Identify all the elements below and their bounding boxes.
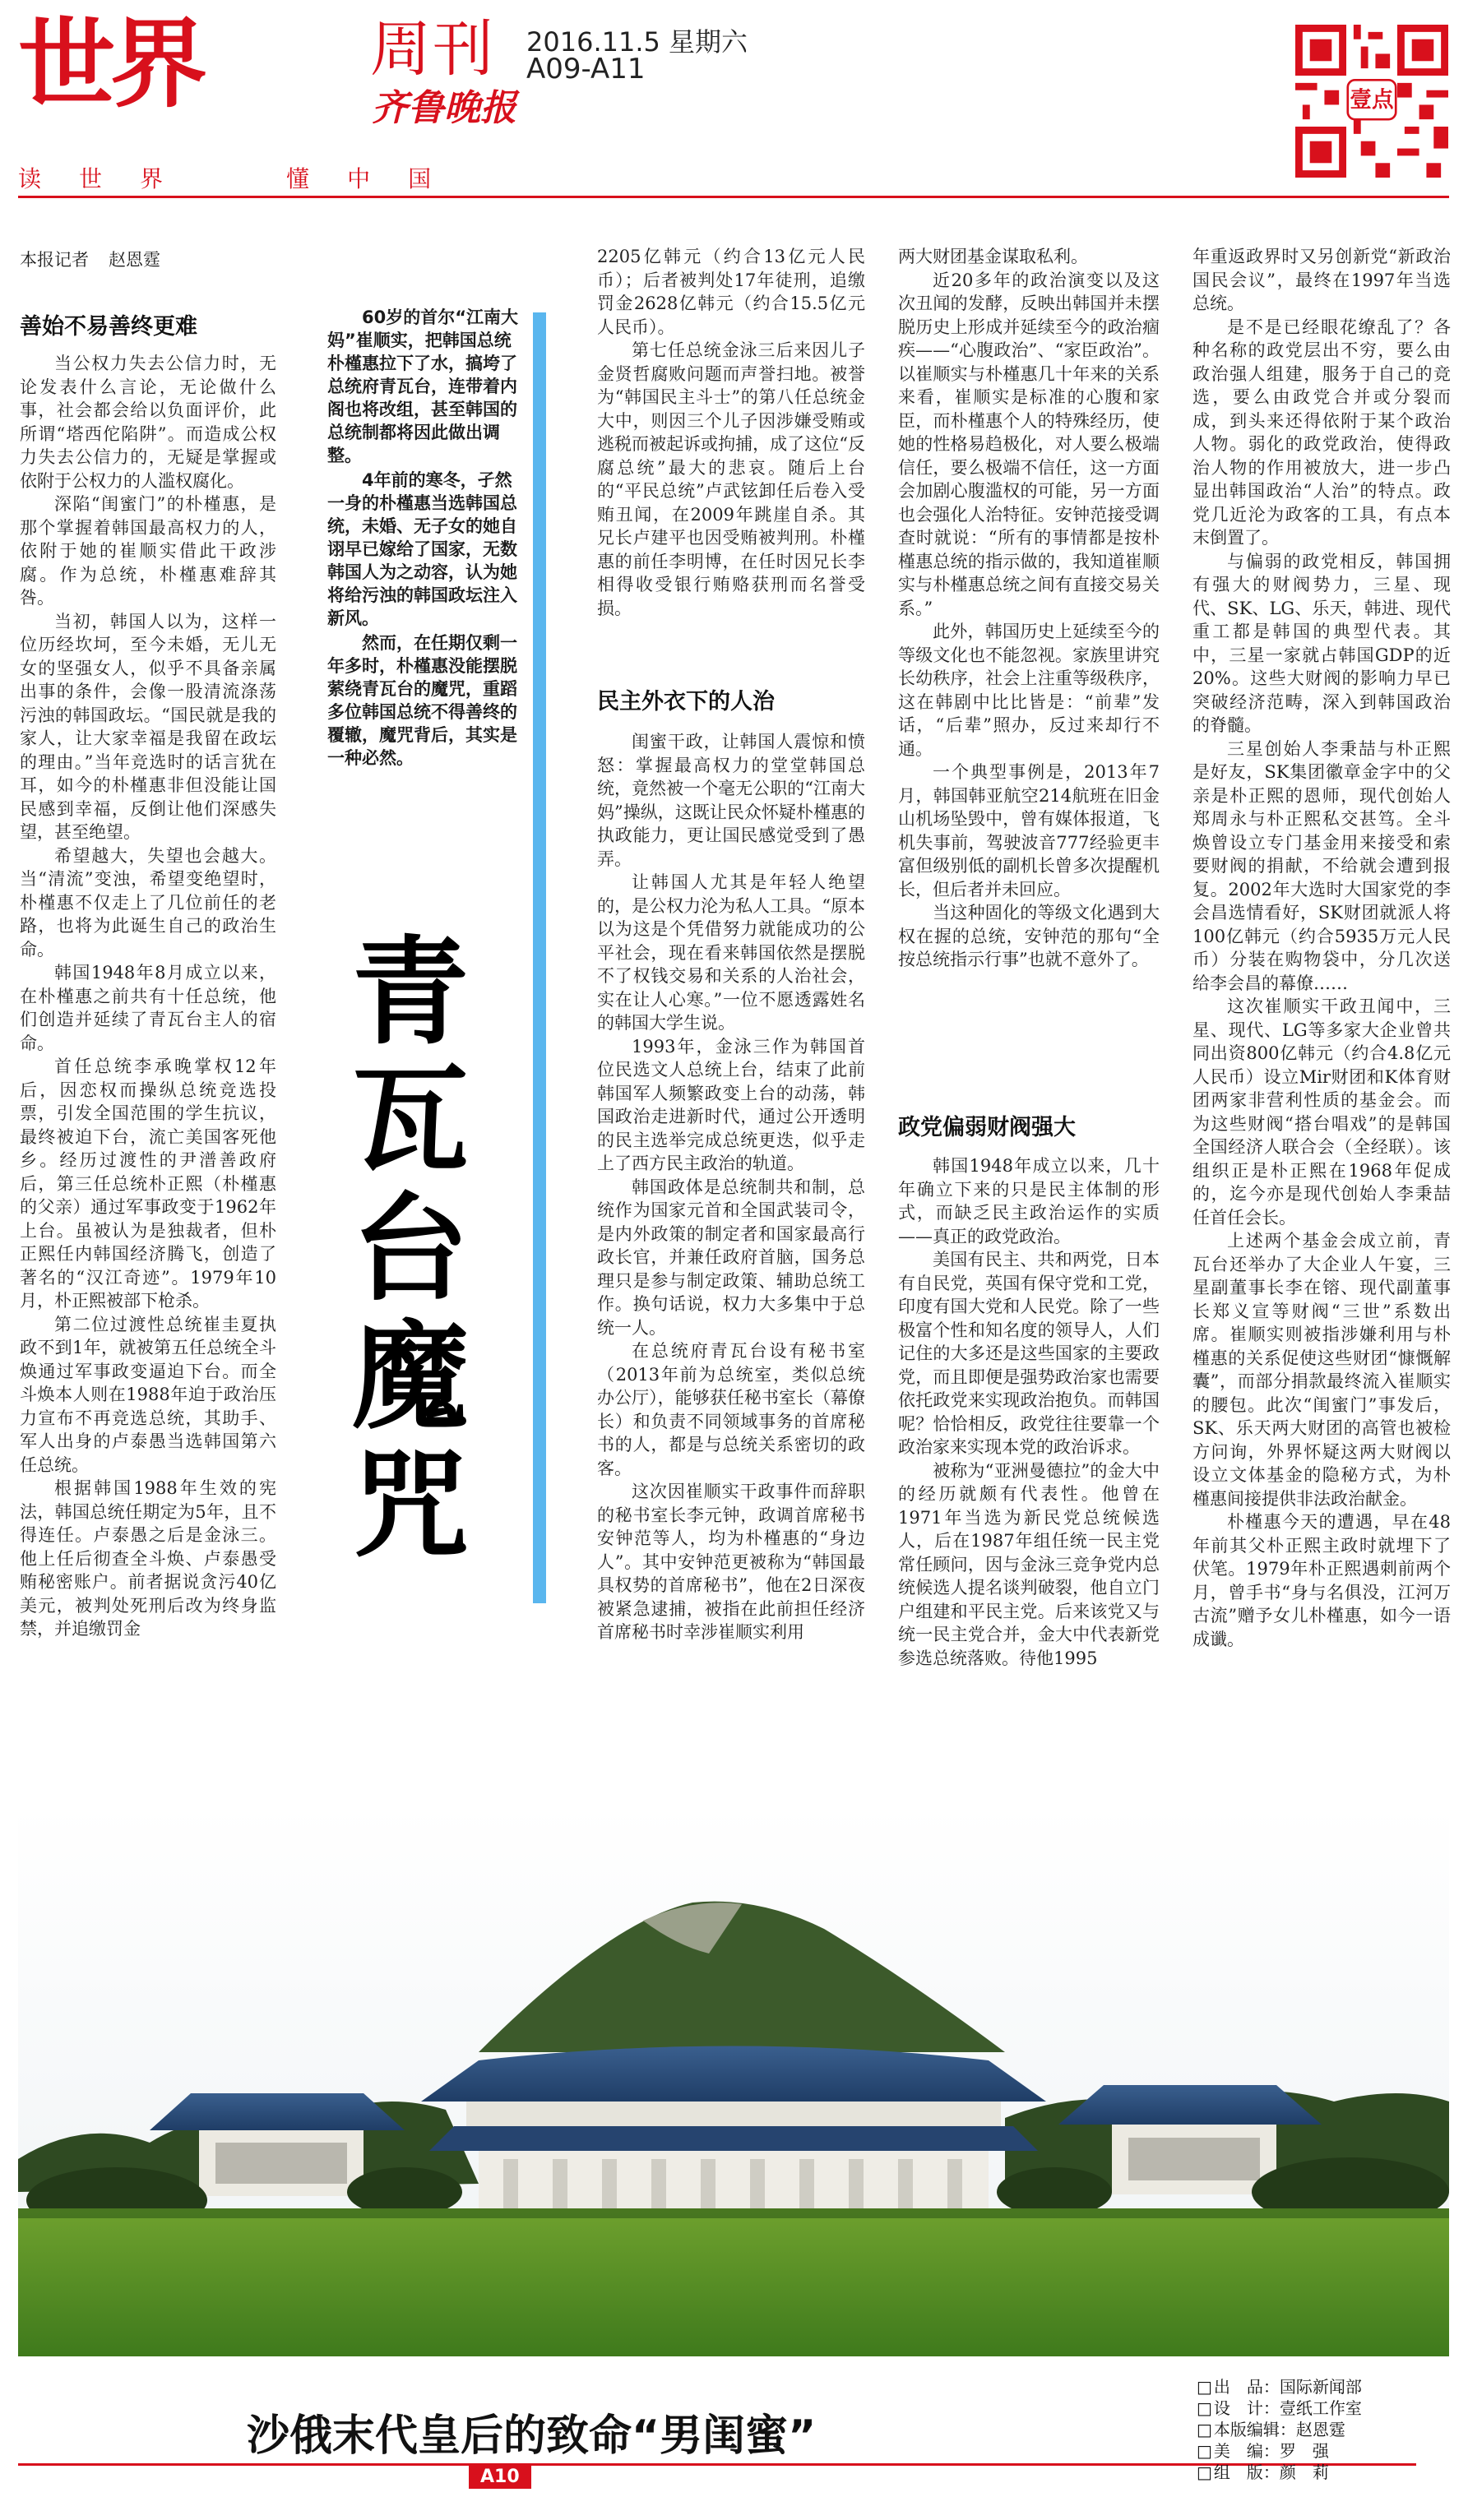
section-title-3: 政党偏弱财阀强大 (898, 1115, 1076, 1140)
blue-house-photo (18, 1806, 1449, 2356)
teaser-title[interactable]: 沙俄末代皇后的致命“男闺蜜” (247, 2411, 817, 2461)
page-range: A09-A11 (526, 53, 646, 86)
article-column-4: 年重返政界时又另创新党“新政治国民会议”，最终在1997年当选总统。 是不是已经眼花缭乱了？各种名称的政党层出不穷，要么由政治强人组建，服务于自己的竞选，要么由政党合并或分裂而成，到头来还得依附于某个政治人物。弱化的政党政治，使得政治人物的作用被放大，进一步凸显出韩国政治“人治”的特点。政党几近沦为政客的工具，有点本末倒置了。 与偏弱的政党相反，韩国拥有强大的财阀势力，三星、现代、SK、LG、乐天，韩进、现代重工都是韩国的典型代表。其中，三星一家就占韩国GDP的近20%。这些大财阀的影响力早已突破经济范畴，深入到韩国政治的脊髓。 三星创始人李秉喆与朴正熙是好友，SK集团徽章金字中的父亲是朴正熙的恩师，现代创始人郑周永与朴正熙私交甚笃。全斗焕曾设立专门基金用来接受和索要财阀的捐献，不给就会遭到报复。2002年大选时大国家党的李会昌选情看好，SK财团就派人将100亿韩元（约合5935万元人民币）分装在购物袋中，分几次送给李会昌的幕僚…… 这次崔顺实干政丑闻中，三星、现代、LG等多家大企业曾共同出资800亿韩元（约合4.8亿元人民币）设立Mir财团和K体育财团两家非营利性质的基金会。而为这些财阀“搭台唱戏”的是韩国全国经济人联合会（全经联）。该组织正是朴正熙在1968年促成的，迄今亦是现代创始人李秉喆任首任会长。 上述两个基金会成立前，青瓦台还举办了大企业人午宴，三星副董事长李在镕、现代副董事长郑义宣等财阀“三世”系数出席。崔顺实则被指涉嫌利用与朴槿惠的关系促使这些财团“慷慨解囊”，而部分捐款最终流入崔顺实的腰包。此次“闺蜜门”事发后，SK、乐天两大财团的高管也被检方问询，外界怀疑这两大财阀以设立文体基金的隐秘方式，为朴槿惠间接提供非法政治献金。 朴槿惠今天的遭遇，早在48年前其父朴正熙主政时就埋下了伏笔。1979年朴正熙遇刺前两个月，曾手书“身与名俱没，江河万古流”赠予女儿朴槿惠，如今一语成谶。 (1192, 247, 1451, 1649)
headline: 青瓦台魔咒 (352, 925, 469, 1574)
slogan: 读 世 界 懂 中 国 (18, 165, 432, 192)
article-column-1: 当公权力失去公信力时，无论发表什么言论，无论做什么事，社会都会给以负面评价，此所谓“塔西佗陷阱”。而造成公权力失去公信力的，无疑是掌握或依附于公权力的人滥权腐化。 深陷“闺蜜门”的朴槿惠，是那个掌握着韩国最高权力的人，依附于她的崔顺实借此干政涉腐。作为总统，朴槿惠难辞其咎。 当初，韩国人以为，这样一位历经坎坷，至今未婚，无儿无女的坚强女人，似乎不具备亲属出事的条件，会像一股清流涤荡污浊的韩国政坛。“国民就是我的家人，让大家幸福是我留在政坛的理由。”当年竞选时的话言犹在耳，如今的朴槿惠非但没能让国民感到幸福，反倒让他们深感失望，甚至绝望。 希望越大，失望也会越大。当“清流”变浊，希望变绝望时，朴槿惠不仅走上了几位前任的老路，也将为此诞生自己的政治生命。 韩国1948年8月成立以来，在朴槿惠之前共有十任总统，他们创造并延续了青瓦台主人的宿命。 首任总统李承晚掌权12年后，因恋权而操纵总统竞选投票，引发全国范围的学生抗议，最终被迫下台，流亡美国客死他乡。经历过渡性的尹潽善政府后，第三任总统朴正熙（朴槿惠的父亲）通过军事政变于1962年上台。虽被认为是独裁者，但朴正熙任内韩国经济腾飞，创造了著名的“汉江奇迹”。1979年10月，朴正熙被部下枪杀。 第二位过渡性总统崔圭夏执政不到1年，就被第五任总统全斗焕通过军事政变逼迫下台。而全斗焕本人则在1988年迫于政治压力宣布不再竞选总统，其助手、军人出身的卢泰愚当选韩国第六任总统。 根据韩国1988年生效的宪法，韩国总统任期定为5年，且不得连任。卢泰愚之后是金泳三。他上任后彻查全斗焕、卢泰愚受贿秘密账户。前者据说贪污40亿美元，被判处死刑后改为终身监禁，并追缴罚金 (20, 354, 276, 1639)
teaser-page-badge[interactable]: A10 (469, 2465, 531, 2489)
qr-code-icon (1295, 25, 1448, 178)
article-column-2b: 闺蜜干政，让韩国人震惊和愤怒：掌握最高权力的堂堂韩国总统，竟然被一个毫无公职的“江南大妈”操纵，这既让民众怀疑朴槿惠的执政能力，更让国民感觉受到了愚弄。 让韩国人尤其是年轻人绝望的，是公权力沦为私人工具。“原本以为这是个凭借努力就能成功的公平社会，现在看来韩国依然是摆脱不了权钱交易和关系的人治社会，实在让人心寒。”一位不愿透露姓名的韩国大学生说。 1993年，金泳三作为韩国首位民选文人总统上台，结束了此前韩国军人频繁政变上台的动荡，韩国政治走进新时代，通过公开透明的民主选举完成总统更迭，似乎走上了西方民主政治的轨道。 韩国政体是总统制共和制，总统作为国家元首和全国武装司令，是内外政策的制定者和国家最高行政长官，并兼任政府首脑，国务总理只是参与制定政策、辅助总统工作。换句话说，权力大多集中于总统一人。 在总统府青瓦台设有秘书室（2013年前为总统室，类似总统办公厅），能够获任秘书室长（幕僚长）和负责不同领域事务的首席秘书的人，都是与总统关系密切的政客。 这次因崔顺实干政事件而辞职的秘书室长李元钟，政调首席秘书安钟范等人，均为朴槿惠的“身边人”。其中安钟范更被称为“韩国最具权势的首席秘书”，他在2日深夜被紧急逮捕，被指在此前担任经济首席秘书时幸涉崔顺实利用 (597, 732, 865, 1642)
issue-date: 2016.11.5 星期六 (526, 26, 748, 58)
article-lead: 60岁的首尔“江南大妈”崔顺实，把韩国总统朴槿惠拉下了水，搞垮了总统府青瓦台，连带着内阁也将改组，甚至韩国的总统制都将因此做出调整。 4年前的寒冬，孑然一身的朴槿惠当选韩国总统，未婚、无子女的她自诩早已嫁给了国家，无数韩国人为之动容，认为她将给污浊的韩国政坛注入新风。 然而，在任期仅剩一年多时，朴槿惠没能摆脱萦绕青瓦台的魔咒，重蹈多位韩国总统不得善终的覆辙，魔咒背后，其实是一种必然。 (327, 307, 519, 768)
masthead-weekly: 周刊 (370, 14, 495, 85)
article-column-2: 2205亿韩元（约合13亿元人民币）；后者被判处17年徒刑，追缴罚金2628亿韩元（约合15.5亿元人民币）。 第七任总统金泳三后来因儿子金贤哲腐败问题而声誉扫地。被誉为“韩国民主斗士”的第八任总统金大中，则因三个儿子因涉嫌受贿或逃税而被起诉或拘捕，成了这位“反腐总统”最大的悲哀。随后上台的“平民总统”卢武铉卸任后卷入受贿丑闻，在2009年跳崖自杀。其兄长卢建平也因受贿被判刑。朴槿惠的前任李明博，在任时因兄长李相得收受银行贿赂获刑而名誉受损。 (597, 247, 865, 618)
masthead-paper-name: 齐鲁晚报 (372, 87, 516, 129)
section-title-1: 善始不易善终更难 (20, 314, 197, 340)
masthead-divider (18, 196, 1449, 198)
byline: 本报记者 赵恩霆 (20, 250, 160, 270)
masthead-logo: 世界 (18, 7, 203, 121)
section-title-2: 民主外衣下的人治 (597, 689, 775, 714)
credits: □ 出 品：国际新闻部 □ 设 计：壹纸工作室 □ 本版编辑：赵恩霆 □ 美 编：罗 强 □ 组 版：颜 莉 (1197, 2376, 1362, 2483)
article-column-3b: 韩国1948年成立以来，几十年确立下来的只是民主体制的形式，而缺乏民主政治运作的实质——真正的政党政治。 美国有民主、共和两党，日本有自民党，英国有保守党和工党，印度有国大党和人民党。除了一些极富个性和知名度的领导人，人们记住的大多还是这些国家的主要政党，而且即便是强势政治家也需要依托政党来实现政治抱负。而韩国呢？恰恰相反，政党往往要靠一个政治家来实现本党的政治诉求。 被称为“亚洲曼德拉”的金大中的经历就颇有代表性。他曾在1971年当选为新民党总统候选人，后在1987年组任统一民主党常任顾问，因与金泳三竞争党内总统候选人提名谈判破裂，他自立门户组建和平民主党。后来该党又与统一民主党合并，金大中代表新党参选总统落败。待他1995 (898, 1156, 1160, 1668)
article-column-3: 两大财团基金谋取私利。 近20多年的政治演变以及这次丑闻的发酵，反映出韩国并未摆脱历史上形成并延续至今的政治痼疾——“心腹政治”、“家臣政治”。以崔顺实与朴槿惠几十年来的关系来看，崔顺实是标准的心腹和家臣，而朴槿惠个人的特殊经历，使她的性格易趋极化，对人要么极端信任，要么极端不信任，这一方面会加剧心腹滥权的可能，另一方面也会强化人治特征。安钟范接受调查时就说：“所有的事情都是按朴槿惠总统的指示做的，我知道崔顺实与朴槿惠总统之间有直接交易关系。” 此外，韩国历史上延续至今的等级文化也不能忽视。家族里讲究长幼秩序，社会上注重等级秩序，这在韩剧中比比皆是：“前辈”发话，“后辈”照办，反过来却行不通。 一个典型事例是，2013年7月，韩国韩亚航空214航班在旧金山机场坠毁中，曾有媒体报道，飞机失事前，驾驶波音777经验更丰富但级别低的副机长曾多次提醒机长，但后者并未回应。 当这种固化的等级文化遇到大权在握的总统，安钟范的那句“全按总统指示行事”也就不意外了。 (898, 247, 1160, 969)
accent-bar (533, 312, 546, 1603)
svg-text:壹点: 壹点 (1350, 87, 1394, 113)
